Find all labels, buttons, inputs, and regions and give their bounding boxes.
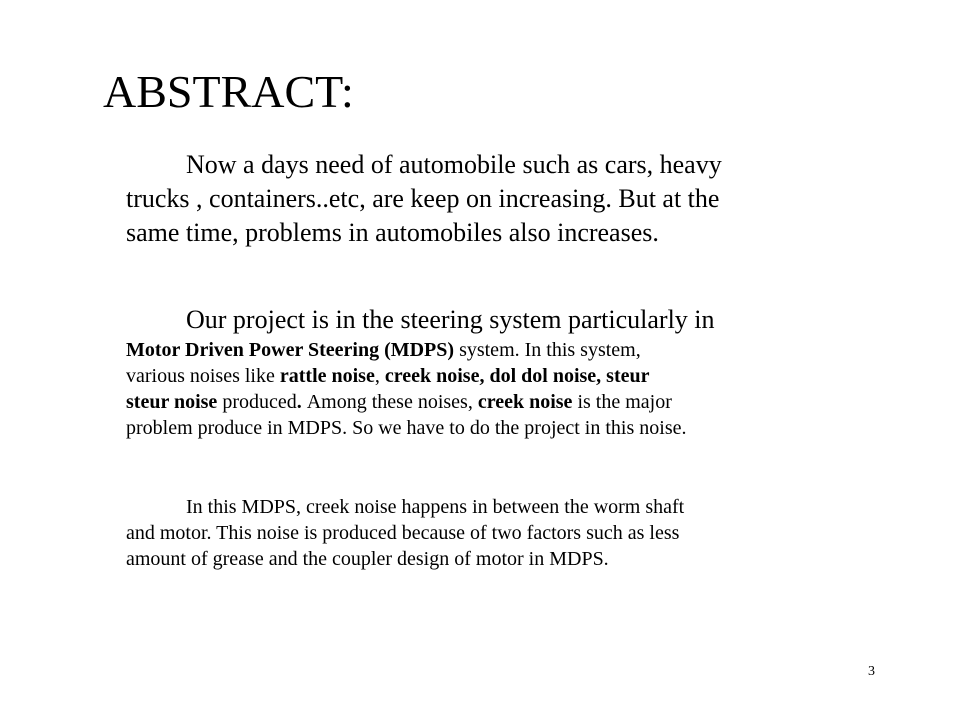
paragraph-2-line-2 [126, 337, 715, 363]
paragraph-2-line-3-separator: , [374, 365, 385, 387]
paragraph-2-line-5: problem produce in MDPS. So we have to do the project in this noise. [126, 417, 687, 439]
creek-noise-term: creek noise [477, 391, 573, 413]
paragraph-2-line-3-text: various noises like [126, 365, 280, 387]
paragraph-2-line-4-text-c: is the major [572, 391, 672, 413]
paragraph-1-line-2: trucks , containers..etc, are keep on increasing. But at the [126, 184, 720, 213]
paragraph-3-line-2: and motor. This noise is produced because of two factors such as less [126, 522, 680, 544]
paragraph-3-line-3: amount of grease and the coupler design of motor in MDPS. [126, 548, 609, 570]
slide-title: ABSTRACT: [103, 66, 354, 117]
mdps-term: Motor Driven Power Steering (MDPS) [126, 339, 455, 361]
paragraph-2-line-4 [126, 389, 715, 415]
bold-period: . [296, 391, 307, 413]
paragraph-2-line-4-text-a: produced [217, 391, 297, 413]
paragraph-2-line-1: Our project is in the steering system particularly in [186, 305, 715, 334]
steur-noise-term: steur noise [126, 391, 218, 413]
abstract-paragraph-3 [126, 494, 684, 572]
noise-types-terms: creek noise, dol dol noise, steur [384, 365, 650, 387]
abstract-paragraph-2 [126, 303, 715, 441]
paragraph-1-line-3: same time, problems in automobiles also increases. [126, 218, 659, 247]
paragraph-2-line-3 [126, 363, 715, 389]
paragraph-2-line-2-text: system. In this system, [454, 339, 641, 361]
paragraph-3-line-1: In this MDPS, creek noise happens in between the worm shaft [186, 496, 685, 518]
paragraph-2-line-4-text-b: Among these noises, [306, 391, 478, 413]
abstract-paragraph-1 [126, 148, 722, 250]
paragraph-1-line-1: Now a days need of automobile such as cars, heavy [186, 150, 722, 179]
page-number: 3 [868, 664, 875, 679]
rattle-noise-term: rattle noise [279, 365, 375, 387]
